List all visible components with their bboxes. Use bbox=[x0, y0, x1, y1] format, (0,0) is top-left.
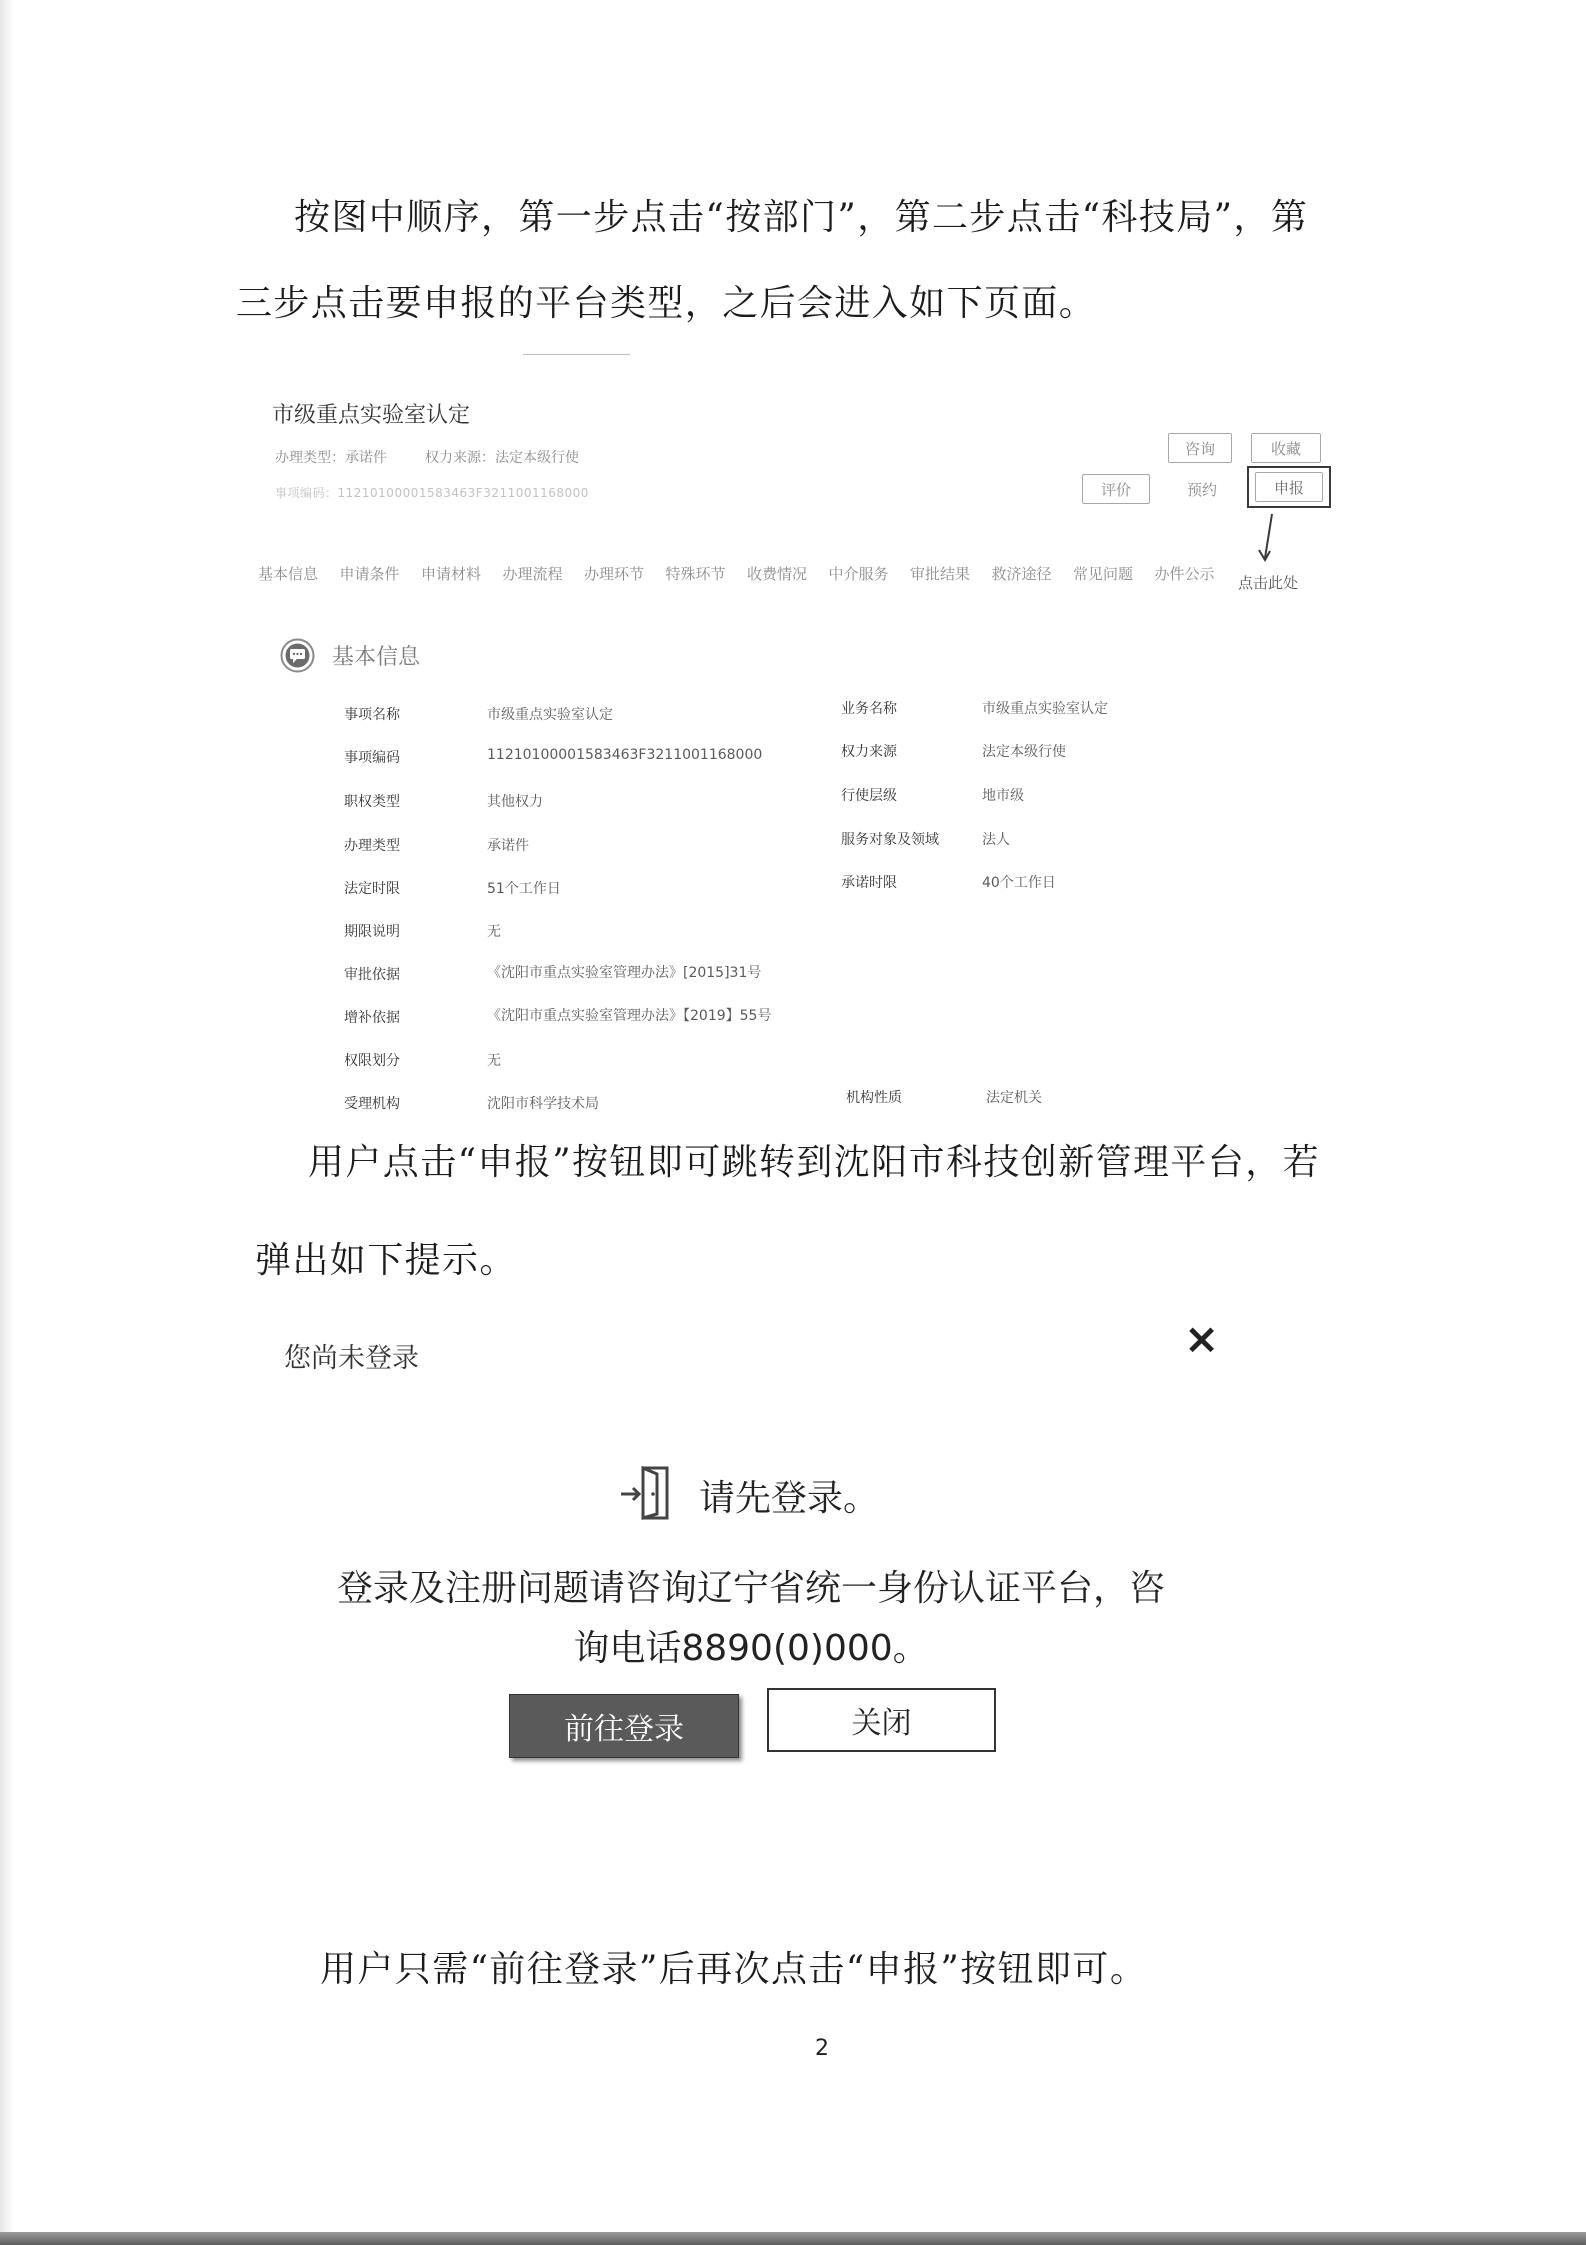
door-icon bbox=[619, 1464, 675, 1522]
paragraph-2-line-1: 用户点击“申报”按钮即可跳转到沈阳市科技创新管理平台，若 bbox=[308, 1142, 1321, 1183]
row-label: 办理类型 bbox=[344, 838, 400, 854]
row-label: 增补依据 bbox=[344, 1010, 400, 1026]
click-here-annotation: 点击此处 bbox=[1238, 574, 1299, 592]
dialog-heading: 请先登录。 bbox=[699, 1478, 880, 1519]
paragraph-1-line-2: 三步点击要申报的平台类型，之后会进入如下页面。 bbox=[236, 283, 1097, 324]
row-value: 承诺件 bbox=[487, 838, 529, 854]
divider bbox=[523, 354, 630, 355]
close-icon[interactable]: × bbox=[1184, 1314, 1220, 1363]
evaluate-button[interactable]: 评价 bbox=[1082, 474, 1150, 504]
row-value: 51个工作日 bbox=[487, 881, 561, 897]
paragraph-3-line-1: 用户只需“前往登录”后再次点击“申报”按钮即可。 bbox=[320, 1949, 1148, 1990]
row-label: 事项名称 bbox=[344, 707, 400, 723]
row-value: 11210100001583463F3211001168000 bbox=[487, 747, 763, 763]
tab-steps[interactable]: 办理环节 bbox=[584, 565, 645, 583]
tab-fees[interactable]: 收费情况 bbox=[747, 565, 808, 583]
row-label: 审批依据 bbox=[344, 967, 400, 983]
row-value-right: 法人 bbox=[982, 832, 1010, 848]
row-value-right: 法定本级行使 bbox=[982, 744, 1066, 760]
arrow-down-icon bbox=[1252, 512, 1284, 566]
row-value: 无 bbox=[487, 924, 501, 940]
row-label-right: 承诺时限 bbox=[841, 875, 897, 891]
row-value: 无 bbox=[487, 1053, 501, 1069]
page-number: 2 bbox=[815, 2036, 829, 2061]
tab-intermediary[interactable]: 中介服务 bbox=[828, 565, 889, 583]
row-value: 市级重点实验室认定 bbox=[487, 707, 613, 723]
chat-icon bbox=[280, 638, 315, 673]
row-value: 其他权力 bbox=[487, 794, 543, 810]
consult-button[interactable]: 咨询 bbox=[1168, 433, 1232, 463]
reserve-button[interactable]: 预约 bbox=[1172, 474, 1232, 504]
dialog-message-line-1: 登录及注册问题请咨询辽宁省统一身份认证平台，咨 bbox=[336, 1568, 1165, 1609]
paragraph-2-line-2: 弹出如下提示。 bbox=[255, 1240, 517, 1281]
tab-conditions[interactable]: 申请条件 bbox=[339, 565, 400, 583]
tab-special-steps[interactable]: 特殊环节 bbox=[665, 565, 726, 583]
row-value-right: 法定机关 bbox=[986, 1090, 1042, 1106]
row-value: 沈阳市科学技术局 bbox=[487, 1096, 599, 1112]
item-meta-type: 办理类型：承诺件 bbox=[275, 450, 387, 466]
row-value-right: 地市级 bbox=[982, 788, 1024, 804]
tab-results[interactable]: 审批结果 bbox=[910, 565, 971, 583]
row-value: 《沈阳市重点实验室管理办法》[2015]31号 bbox=[487, 965, 762, 981]
row-label: 权限划分 bbox=[344, 1053, 400, 1069]
dialog-title: 您尚未登录 bbox=[284, 1343, 419, 1374]
tab-faq[interactable]: 常见问题 bbox=[1073, 565, 1134, 583]
row-value-right: 市级重点实验室认定 bbox=[982, 701, 1108, 717]
tab-process[interactable]: 办理流程 bbox=[502, 565, 563, 583]
go-login-button[interactable]: 前往登录 bbox=[509, 1694, 739, 1758]
row-label-right: 服务对象及领域 bbox=[841, 832, 939, 848]
row-label: 事项编码 bbox=[344, 750, 400, 766]
paragraph-1-line-1: 按图中顺序，第一步点击“按部门”，第二步点击“科技局”，第 bbox=[294, 197, 1309, 238]
row-label: 职权类型 bbox=[344, 794, 400, 810]
item-code-line: 事项编码：11210100001583463F3211001168000 bbox=[275, 486, 589, 500]
tab-public[interactable]: 办件公示 bbox=[1154, 565, 1215, 583]
row-label-right: 权力来源 bbox=[841, 744, 897, 760]
scan-left-edge bbox=[0, 0, 14, 2245]
detail-tabs bbox=[258, 563, 1236, 584]
row-label-right: 行使层级 bbox=[841, 788, 897, 804]
tab-basic-info[interactable]: 基本信息 bbox=[258, 565, 319, 583]
tab-remedy[interactable]: 救济途径 bbox=[991, 565, 1052, 583]
section-title: 基本信息 bbox=[332, 645, 421, 670]
row-label: 期限说明 bbox=[344, 924, 400, 940]
close-button[interactable]: 关闭 bbox=[767, 1688, 996, 1752]
apply-button[interactable]: 申报 bbox=[1255, 472, 1323, 502]
item-title: 市级重点实验室认定 bbox=[272, 403, 471, 428]
row-label-right: 业务名称 bbox=[841, 701, 897, 717]
row-label: 法定时限 bbox=[344, 881, 400, 897]
dialog-message-line-2: 询电话8890(0)000。 bbox=[573, 1628, 929, 1669]
row-value-right: 40个工作日 bbox=[982, 875, 1056, 891]
item-meta-source: 权力来源：法定本级行使 bbox=[425, 450, 579, 466]
tab-materials[interactable]: 申请材料 bbox=[421, 565, 482, 583]
row-value: 《沈阳市重点实验室管理办法》【2019】55号 bbox=[487, 1008, 772, 1024]
scan-bottom-edge bbox=[0, 2232, 1586, 2245]
row-label-right: 机构性质 bbox=[846, 1090, 902, 1106]
row-label: 受理机构 bbox=[344, 1096, 400, 1112]
favorite-button[interactable]: 收藏 bbox=[1251, 433, 1321, 463]
